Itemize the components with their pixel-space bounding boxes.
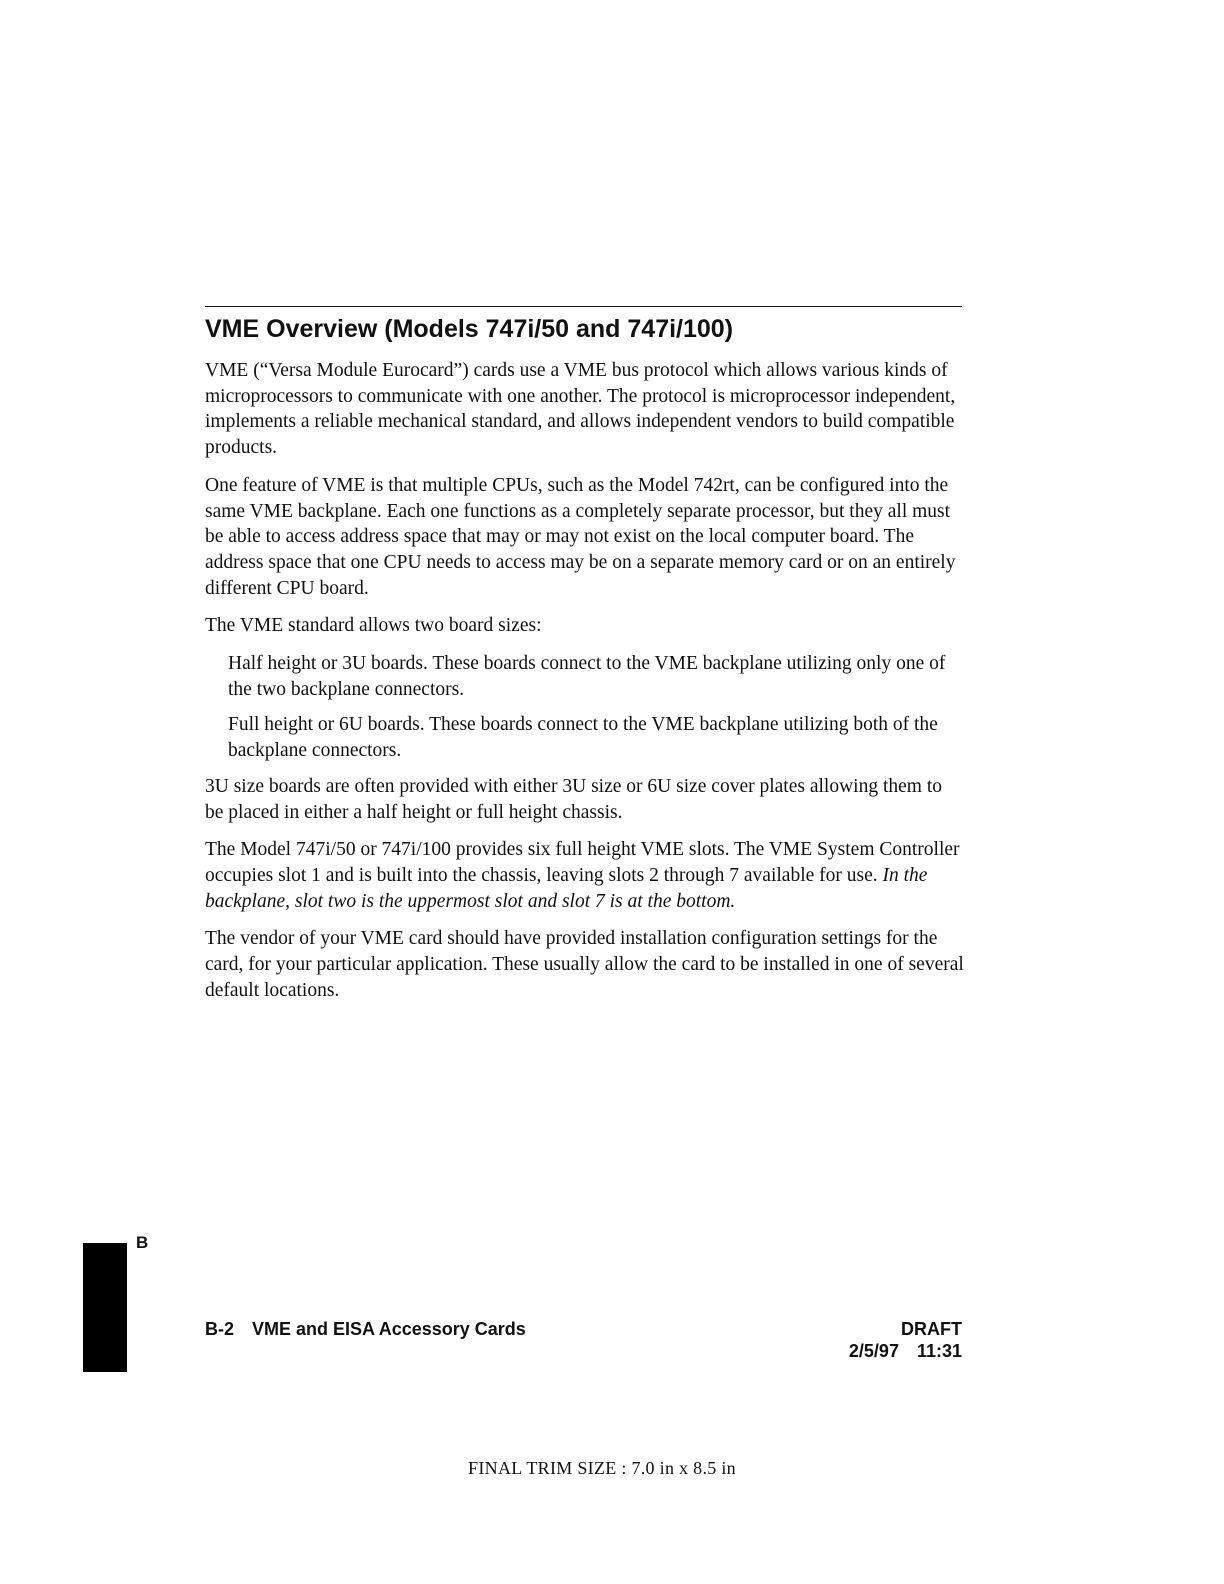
draft-date: 2/5/97 (848, 1341, 899, 1361)
paragraph-multiple-cpus: One feature of VME is that multiple CPUs, such as the Model 742rt, can be configured into the same VME backplane. Each one functions as a completely separate processor, but they all must be able to access address space that may or may not exist on the local computer board. The address space that one CPU needs to access may be on a separate memory card or on an entirely different CPU board. (205, 474, 956, 599)
paragraph-cover-plates: 3U size boards are often provided with either 3U size or 6U size cover plates allowing them to be placed in either a half height or full height chassis. (205, 775, 942, 823)
trim-size-note: FINAL TRIM SIZE : 7.0 in x 8.5 in (468, 1458, 736, 1478)
section-rule (205, 306, 962, 307)
body-text (205, 358, 965, 1015)
draft-label: DRAFT (901, 1319, 962, 1339)
chapter-title: VME and EISA Accessory Cards (252, 1319, 526, 1339)
paragraph-slots-text: The Model 747i/50 or 747i/100 provides six full height VME slots. The VME System Controller occupies slot 1 and is built into the chassis, leaving slots 2 through 7 available for use. (205, 839, 960, 886)
paragraph-vendor: The vendor of your VME card should have provided installation configuration settings for the card, for your particular application. These usually allow the card to be installed in one of several default locations. (205, 928, 964, 1001)
section-title: VME Overview (Models 747i/50 and 747i/100) (205, 315, 734, 343)
paragraph-board-sizes: The VME standard allows two board sizes: (205, 615, 542, 637)
chapter-tab-bar (83, 1243, 127, 1372)
draft-timestamp (849, 1340, 962, 1362)
chapter-tab-letter: B (136, 1233, 149, 1252)
draft-time: 11:31 (916, 1341, 962, 1361)
footer-left (205, 1318, 526, 1340)
list-item-half-height: Half height or 3U boards. These boards connect to the VME backplane utilizing only one of the two backplane connectors. (228, 653, 946, 700)
paragraph-slots (205, 837, 965, 914)
footer-right (849, 1318, 962, 1362)
paragraph-intro: VME (“Versa Module Eurocard”) cards use a VME bus protocol which allows various kinds of microprocessors to communicate with one another. The protocol is microprocessor independent, implements a reliable mechanical standard, and allows independent vendors to build compatible products. (205, 360, 956, 459)
page-number: B-2 (205, 1319, 235, 1339)
list-item-full-height: Full height or 6U boards. These boards connect to the VME backplane utilizing both of the backplane connectors. (228, 714, 938, 762)
paragraph-slots-italic-note: In the backplane, slot two is the uppermost slot and slot 7 is at the bottom. (205, 864, 928, 912)
